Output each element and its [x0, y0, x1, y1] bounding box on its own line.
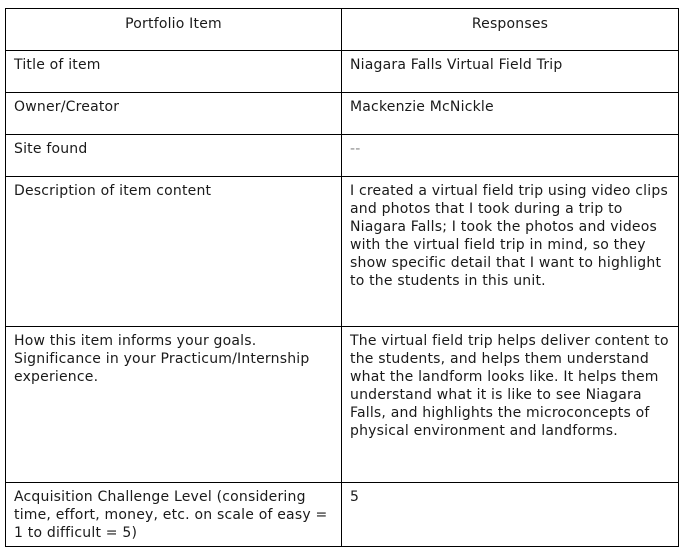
row-label-acquisition: Acquisition Challenge Level (considering time, effort, money, etc. on scale of easy = 1 to difficult = 5) [6, 483, 342, 547]
row-response-site: -- [342, 135, 679, 177]
row-response-goals: The virtual field trip helps deliver content to the students, and helps them understand what the landform looks like. It helps them understand what it is like to see Niagara Falls, and highlights the microconcepts of physical environment and landforms. [342, 327, 679, 483]
row-label-goals: How this item informs your goals. Significance in your Practicum/Internship experience. [6, 327, 342, 483]
row-label-description: Description of item content [6, 177, 342, 327]
row-label-site: Site found [6, 135, 342, 177]
row-response-acquisition: 5 [342, 483, 679, 547]
row-label-title: Title of item [6, 51, 342, 93]
table-row [6, 483, 679, 547]
table-row [6, 51, 679, 93]
row-label-owner: Owner/Creator [6, 93, 342, 135]
header-responses: Responses [342, 9, 679, 51]
table-header-row [6, 9, 679, 51]
header-portfolio-item: Portfolio Item [6, 9, 342, 51]
row-response-owner: Mackenzie McNickle [342, 93, 679, 135]
row-response-title: Niagara Falls Virtual Field Trip [342, 51, 679, 93]
table-row [6, 93, 679, 135]
row-response-description: I created a virtual field trip using video clips and photos that I took during a trip to Niagara Falls; I took the photos and videos with the virtual field trip in mind, so they show specific detail that I want to highlight to the students in this unit. [342, 177, 679, 327]
table-row [6, 135, 679, 177]
portfolio-table [5, 8, 679, 547]
table-row [6, 177, 679, 327]
table-row [6, 327, 679, 483]
